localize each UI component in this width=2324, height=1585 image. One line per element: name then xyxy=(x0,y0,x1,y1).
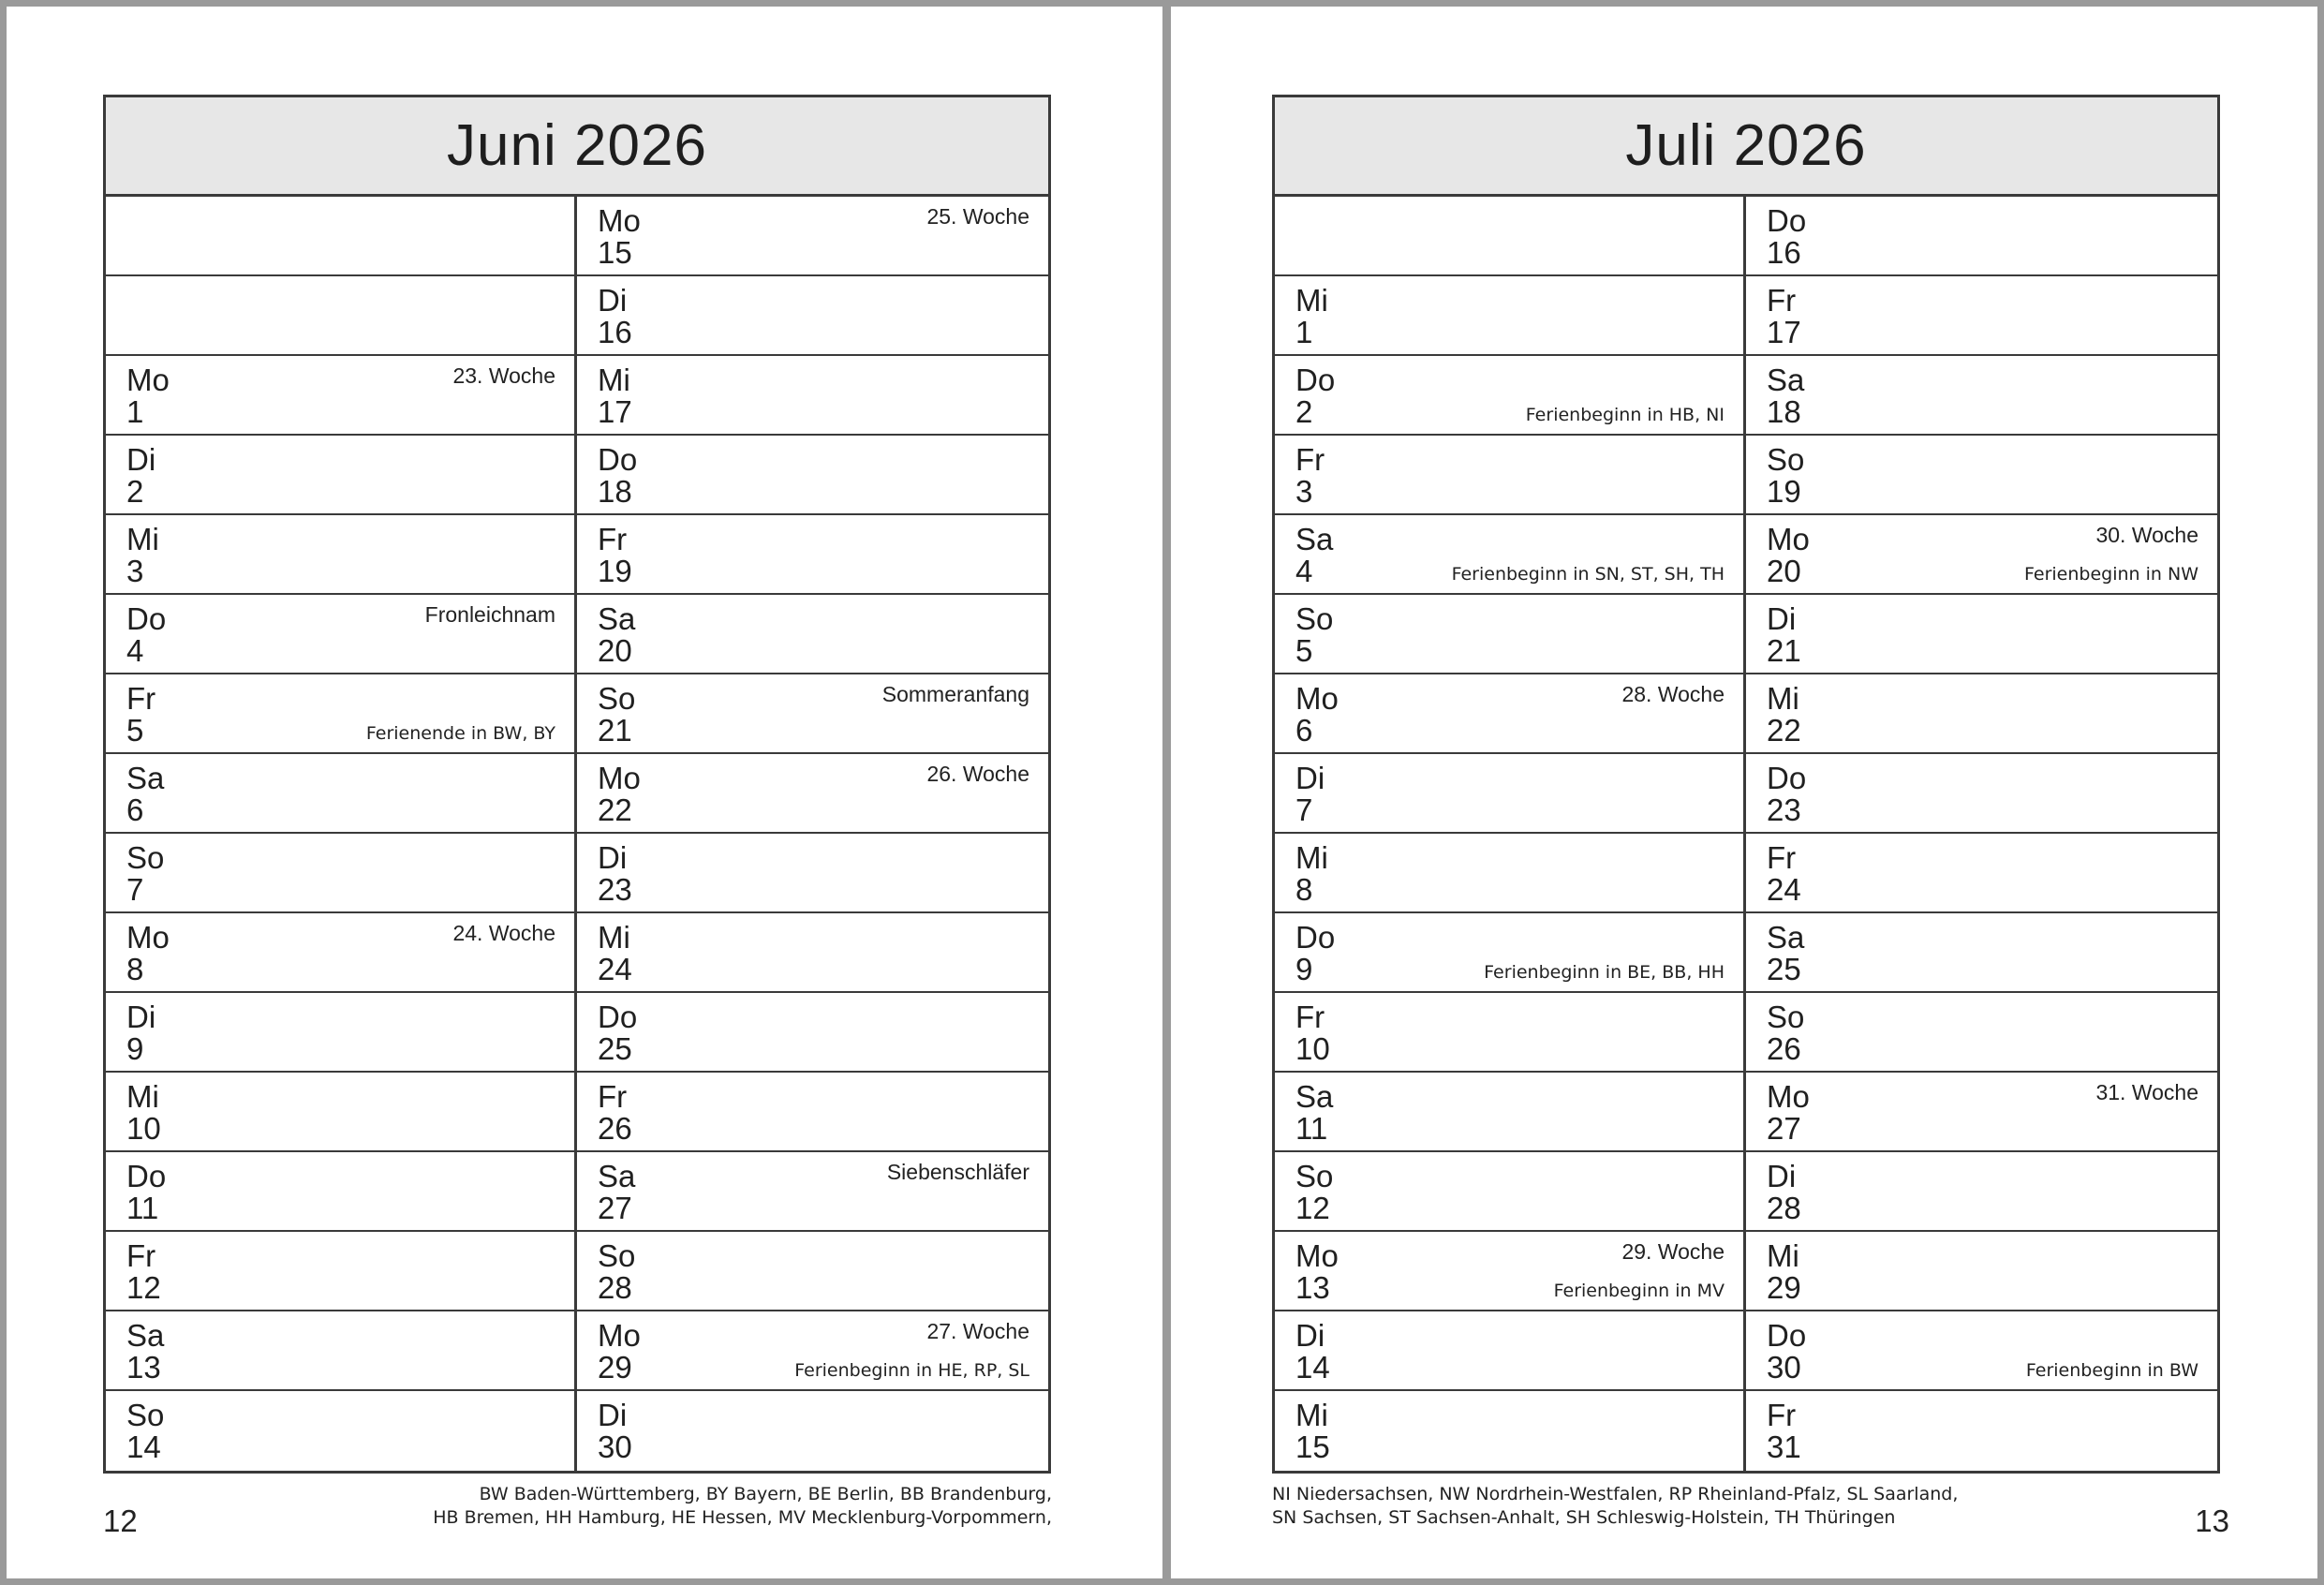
day-name: Do xyxy=(598,1000,638,1034)
day-cell[interactable] xyxy=(1746,595,2217,674)
day-cell[interactable] xyxy=(1275,1073,1743,1152)
day-name: Di xyxy=(126,1000,156,1034)
day-name: Fr xyxy=(1767,1398,1797,1432)
day-name: Mi xyxy=(1767,681,1799,716)
day-cell[interactable] xyxy=(106,515,574,595)
day-name: Mi xyxy=(1295,840,1328,875)
day-date: 11 xyxy=(1295,1111,1328,1146)
day-name: Sa xyxy=(1295,522,1334,556)
week-label: 27. Woche xyxy=(926,1319,1029,1343)
day-date: 3 xyxy=(1295,474,1313,509)
day-name: So xyxy=(1295,1159,1334,1193)
day-date: 22 xyxy=(1767,713,1801,748)
day-name: Fr xyxy=(1767,840,1797,875)
day-name: Do xyxy=(126,601,167,636)
holiday-note: Ferienbeginn in HE, RP, SL xyxy=(794,1360,1029,1381)
day-date: 2 xyxy=(126,474,144,509)
day-cell[interactable] xyxy=(577,276,1048,356)
day-name: Di xyxy=(1295,761,1325,795)
day-name: Do xyxy=(1767,761,1807,795)
day-date: 22 xyxy=(598,792,632,827)
state-legend xyxy=(433,1483,1052,1530)
holiday-label: Sommeranfang xyxy=(881,682,1029,706)
legend-line: HB Bremen, HH Hamburg, HE Hessen, MV Mecklenburg-Vorpommern, xyxy=(433,1507,1052,1528)
day-date: 1 xyxy=(126,394,144,429)
calendar-body xyxy=(106,197,1048,1471)
day-name: Mo xyxy=(598,203,641,238)
day-date: 21 xyxy=(598,713,632,748)
day-date: 18 xyxy=(598,474,632,509)
day-cell[interactable] xyxy=(1275,276,1743,356)
legend-line: SN Sachsen, ST Sachsen-Anhalt, SH Schleswig-Holstein, TH Thüringen xyxy=(1272,1507,1896,1528)
day-name: Di xyxy=(598,1398,628,1432)
week-label: 31. Woche xyxy=(2095,1080,2198,1104)
holiday-note: Ferienbeginn in SN, ST, SH, TH xyxy=(1451,564,1724,585)
day-cell[interactable] xyxy=(106,1073,574,1152)
day-cell[interactable] xyxy=(106,1152,574,1232)
day-cell[interactable] xyxy=(1746,515,2217,595)
day-date: 2 xyxy=(1295,394,1313,429)
day-name: Mi xyxy=(1295,1398,1328,1432)
day-date: 4 xyxy=(126,633,144,668)
day-date: 23 xyxy=(598,872,632,907)
day-cell[interactable] xyxy=(577,1073,1048,1152)
week-label: 23. Woche xyxy=(452,363,555,388)
day-name: Sa xyxy=(126,761,165,795)
day-name: Mi xyxy=(126,1079,159,1114)
day-date: 24 xyxy=(1767,872,1801,907)
day-cell[interactable] xyxy=(577,674,1048,754)
day-cell[interactable] xyxy=(577,1152,1048,1232)
day-name: Di xyxy=(1295,1318,1325,1353)
day-date: 3 xyxy=(126,554,144,588)
day-cell[interactable] xyxy=(1746,913,2217,993)
day-name: So xyxy=(1767,442,1805,477)
day-date: 8 xyxy=(126,952,144,986)
day-name: Fr xyxy=(126,681,156,716)
day-date: 30 xyxy=(1767,1350,1801,1385)
day-name: Fr xyxy=(1295,1000,1325,1034)
day-date: 19 xyxy=(1767,474,1801,509)
day-column-1 xyxy=(106,197,577,1471)
day-date: 27 xyxy=(598,1191,632,1225)
day-date: 9 xyxy=(1295,952,1313,986)
day-name: So xyxy=(126,840,165,875)
day-cell[interactable] xyxy=(577,1311,1048,1391)
day-date: 6 xyxy=(1295,713,1313,748)
july-calendar xyxy=(1272,95,2220,1474)
day-cell[interactable] xyxy=(1746,1152,2217,1232)
day-cell[interactable] xyxy=(106,197,574,276)
day-date: 23 xyxy=(1767,792,1801,827)
day-name: So xyxy=(126,1398,165,1432)
holiday-note: Ferienbeginn in MV xyxy=(1553,1281,1724,1301)
day-cell[interactable] xyxy=(1746,1232,2217,1311)
month-title: Juli 2026 xyxy=(1275,97,2217,197)
day-cell[interactable] xyxy=(1275,993,1743,1073)
day-cell[interactable] xyxy=(1275,834,1743,913)
day-name: Fr xyxy=(598,1079,628,1114)
day-name: Sa xyxy=(1767,920,1805,955)
day-name: Sa xyxy=(598,601,636,636)
day-cell[interactable] xyxy=(1275,1391,1743,1471)
day-cell[interactable] xyxy=(106,276,574,356)
day-name: Mi xyxy=(126,522,159,556)
day-date: 20 xyxy=(598,633,632,668)
day-date: 15 xyxy=(598,235,632,270)
day-name: Do xyxy=(126,1159,167,1193)
day-date: 25 xyxy=(598,1031,632,1066)
day-date: 26 xyxy=(598,1111,632,1146)
day-name: Mo xyxy=(1295,681,1339,716)
day-cell[interactable] xyxy=(577,356,1048,436)
week-label: 28. Woche xyxy=(1621,682,1724,706)
holiday-note: Ferienbeginn in HB, NI xyxy=(1525,405,1724,425)
day-cell[interactable] xyxy=(1746,1311,2217,1391)
day-name: Mo xyxy=(1767,522,1810,556)
day-date: 30 xyxy=(598,1429,632,1464)
day-date: 28 xyxy=(1767,1191,1801,1225)
day-name: Sa xyxy=(598,1159,636,1193)
day-date: 29 xyxy=(1767,1270,1801,1305)
holiday-label: Siebenschläfer xyxy=(886,1160,1029,1184)
day-name: Di xyxy=(598,840,628,875)
day-name: Do xyxy=(1295,920,1336,955)
day-name: Mi xyxy=(598,363,630,397)
calendar-body xyxy=(1275,197,2217,1471)
day-name: Mi xyxy=(598,920,630,955)
day-name: Mo xyxy=(598,761,641,795)
day-cell[interactable] xyxy=(1746,356,2217,436)
day-cell[interactable] xyxy=(106,436,574,515)
day-cell[interactable] xyxy=(577,834,1048,913)
day-cell[interactable] xyxy=(1275,515,1743,595)
day-name: Do xyxy=(1767,1318,1807,1353)
day-date: 9 xyxy=(126,1031,144,1066)
day-date: 17 xyxy=(1767,315,1801,349)
holiday-note: Ferienbeginn in BW xyxy=(2025,1360,2198,1381)
day-name: Fr xyxy=(598,522,628,556)
day-cell[interactable] xyxy=(577,993,1048,1073)
day-cell[interactable] xyxy=(1746,436,2217,515)
day-date: 27 xyxy=(1767,1111,1801,1146)
day-date: 25 xyxy=(1767,952,1801,986)
day-cell[interactable] xyxy=(577,1391,1048,1471)
day-date: 7 xyxy=(1295,792,1313,827)
day-date: 14 xyxy=(1295,1350,1330,1385)
holiday-note: Ferienbeginn in BE, BB, HH xyxy=(1484,962,1724,983)
legend-line: NI Niedersachsen, NW Nordrhein-Westfalen, RP Rheinland-Pfalz, SL Saarland, xyxy=(1272,1484,1959,1504)
day-name: Mi xyxy=(1295,283,1328,318)
day-date: 17 xyxy=(598,394,632,429)
day-name: So xyxy=(598,681,636,716)
day-name: Do xyxy=(1767,203,1807,238)
day-date: 4 xyxy=(1295,554,1313,588)
day-cell[interactable] xyxy=(1275,595,1743,674)
day-cell[interactable] xyxy=(1746,993,2217,1073)
day-column-2 xyxy=(577,197,1048,1471)
day-name: Fr xyxy=(126,1238,156,1273)
day-cell[interactable] xyxy=(106,1391,574,1471)
day-name: Sa xyxy=(1767,363,1805,397)
day-cell[interactable] xyxy=(106,913,574,993)
day-date: 1 xyxy=(1295,315,1313,349)
day-date: 20 xyxy=(1767,554,1801,588)
day-date: 31 xyxy=(1767,1429,1801,1464)
day-cell[interactable] xyxy=(1746,1391,2217,1471)
week-label: 24. Woche xyxy=(452,921,555,945)
day-date: 16 xyxy=(1767,235,1801,270)
day-name: Fr xyxy=(1767,283,1797,318)
day-cell[interactable] xyxy=(577,1232,1048,1311)
day-name: Mo xyxy=(126,363,170,397)
holiday-label: Fronleichnam xyxy=(424,602,555,627)
day-name: Di xyxy=(126,442,156,477)
day-cell[interactable] xyxy=(106,993,574,1073)
left-page xyxy=(7,7,1162,1578)
day-cell[interactable] xyxy=(106,356,574,436)
day-name: Sa xyxy=(1295,1079,1334,1114)
right-page xyxy=(1171,7,2317,1578)
day-date: 10 xyxy=(1295,1031,1330,1066)
day-cell[interactable] xyxy=(1746,197,2217,276)
day-date: 6 xyxy=(126,792,144,827)
day-date: 7 xyxy=(126,872,144,907)
day-name: Mo xyxy=(598,1318,641,1353)
day-cell[interactable] xyxy=(1275,1311,1743,1391)
day-date: 19 xyxy=(598,554,632,588)
day-name: Fr xyxy=(1295,442,1325,477)
day-name: So xyxy=(598,1238,636,1273)
day-name: Do xyxy=(598,442,638,477)
day-date: 29 xyxy=(598,1350,632,1385)
day-cell[interactable] xyxy=(1275,913,1743,993)
day-name: Mi xyxy=(1767,1238,1799,1273)
day-cell[interactable] xyxy=(1275,674,1743,754)
day-date: 5 xyxy=(126,713,144,748)
holiday-note: Ferienende in BW, BY xyxy=(365,723,555,744)
day-column-2 xyxy=(1746,197,2217,1471)
day-cell[interactable] xyxy=(577,515,1048,595)
day-name: Mo xyxy=(126,920,170,955)
day-date: 11 xyxy=(126,1191,159,1225)
week-label: 25. Woche xyxy=(926,204,1029,229)
day-name: Di xyxy=(598,283,628,318)
day-date: 14 xyxy=(126,1429,161,1464)
june-calendar xyxy=(103,95,1051,1474)
day-cell[interactable] xyxy=(577,197,1048,276)
month-title: Juni 2026 xyxy=(106,97,1048,197)
day-cell[interactable] xyxy=(106,754,574,834)
day-cell[interactable] xyxy=(1275,356,1743,436)
day-date: 21 xyxy=(1767,633,1801,668)
page-number: 13 xyxy=(2195,1504,2229,1538)
day-cell[interactable] xyxy=(1275,436,1743,515)
day-cell[interactable] xyxy=(106,834,574,913)
day-cell[interactable] xyxy=(1746,674,2217,754)
legend-line: BW Baden-Württemberg, BY Bayern, BE Berlin, BB Brandenburg, xyxy=(479,1484,1052,1504)
day-name: Di xyxy=(1767,601,1797,636)
day-cell[interactable] xyxy=(106,1311,574,1391)
day-cell[interactable] xyxy=(1275,1152,1743,1232)
day-name: Do xyxy=(1295,363,1336,397)
day-date: 26 xyxy=(1767,1031,1801,1066)
day-date: 13 xyxy=(1295,1270,1330,1305)
day-cell[interactable] xyxy=(577,913,1048,993)
day-date: 12 xyxy=(1295,1191,1330,1225)
day-date: 16 xyxy=(598,315,632,349)
state-legend xyxy=(1272,1483,1958,1530)
day-cell[interactable] xyxy=(1746,754,2217,834)
holiday-note: Ferienbeginn in NW xyxy=(2024,564,2198,585)
day-cell[interactable] xyxy=(106,595,574,674)
day-name: So xyxy=(1295,601,1334,636)
page-number: 12 xyxy=(103,1504,138,1538)
day-name: Di xyxy=(1767,1159,1797,1193)
day-column-1 xyxy=(1275,197,1746,1471)
day-date: 18 xyxy=(1767,394,1801,429)
day-name: Sa xyxy=(126,1318,165,1353)
week-label: 29. Woche xyxy=(1621,1239,1724,1264)
day-cell[interactable] xyxy=(106,674,574,754)
day-cell[interactable] xyxy=(1746,1073,2217,1152)
day-cell[interactable] xyxy=(1275,1232,1743,1311)
day-cell[interactable] xyxy=(106,1232,574,1311)
day-cell[interactable] xyxy=(577,436,1048,515)
week-label: 26. Woche xyxy=(926,762,1029,786)
week-label: 30. Woche xyxy=(2095,523,2198,547)
day-cell[interactable] xyxy=(1275,754,1743,834)
day-name: Mo xyxy=(1767,1079,1810,1114)
day-date: 10 xyxy=(126,1111,161,1146)
day-date: 13 xyxy=(126,1350,161,1385)
day-date: 28 xyxy=(598,1270,632,1305)
day-date: 24 xyxy=(598,952,632,986)
day-cell[interactable] xyxy=(1746,834,2217,913)
day-cell[interactable] xyxy=(1275,197,1743,276)
day-date: 8 xyxy=(1295,872,1313,907)
day-date: 12 xyxy=(126,1270,161,1305)
day-date: 5 xyxy=(1295,633,1313,668)
day-cell[interactable] xyxy=(577,595,1048,674)
day-name: So xyxy=(1767,1000,1805,1034)
day-name: Mo xyxy=(1295,1238,1339,1273)
day-date: 15 xyxy=(1295,1429,1330,1464)
day-cell[interactable] xyxy=(577,754,1048,834)
day-cell[interactable] xyxy=(1746,276,2217,356)
